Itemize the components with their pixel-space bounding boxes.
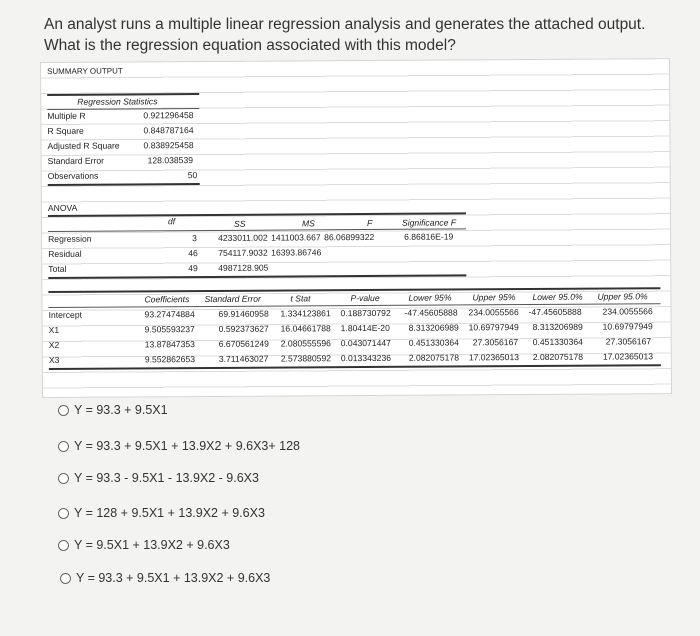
stat-label: R Square bbox=[47, 125, 84, 136]
anova-header: SS bbox=[233, 218, 246, 229]
anova-df: 46 bbox=[188, 248, 198, 259]
stat-value: 0.848787164 bbox=[143, 125, 194, 136]
anova-header: Significance F bbox=[401, 217, 457, 228]
anova-title: ANOVA bbox=[47, 202, 78, 213]
coef-value: 69.91460958 bbox=[218, 308, 269, 319]
coef-value: 16.04661788 bbox=[280, 323, 331, 334]
coef-value: 1.334123861 bbox=[280, 308, 331, 319]
coef-value: 0.592373627 bbox=[218, 323, 269, 334]
anova-ms: 1411003.667 bbox=[271, 232, 321, 243]
coef-value: 9.505593237 bbox=[144, 324, 195, 335]
coef-value: 6.670561249 bbox=[218, 338, 269, 349]
coef-value: 1.80414E-20 bbox=[340, 322, 390, 334]
radio-button-icon[interactable] bbox=[60, 573, 71, 584]
anova-row-label: Total bbox=[48, 263, 67, 274]
coef-value: 17.02365013 bbox=[468, 352, 520, 363]
coef-value: 2.082075178 bbox=[532, 351, 584, 362]
coef-value: 0.013343236 bbox=[340, 352, 392, 364]
anova-ss: 754117.9032 bbox=[218, 247, 268, 258]
stat-value: 0.838925458 bbox=[143, 140, 194, 151]
answer-option-label: Y = 93.3 - 9.5X1 - 13.9X2 - 9.6X3 bbox=[74, 471, 259, 485]
anova-df: 3 bbox=[192, 233, 197, 244]
anova-sig: 6.86816E-19 bbox=[404, 231, 454, 242]
answer-option-label: Y = 93.3 + 9.5X1 + 13.9X2 + 9.6X3 bbox=[76, 571, 271, 585]
anova-row-label: Residual bbox=[48, 248, 82, 259]
answer-option[interactable] bbox=[60, 571, 270, 585]
stat-label: Multiple R bbox=[47, 110, 86, 121]
coef-row-label: X2 bbox=[48, 339, 60, 350]
coef-value: 8.313206989 bbox=[408, 322, 459, 333]
anova-header: F bbox=[366, 217, 373, 229]
answer-option-label: Y = 128 + 9.5X1 + 13.9X2 + 9.6X3 bbox=[74, 506, 265, 520]
coef-header: t Stat bbox=[290, 293, 311, 304]
anova-ss: 4987128.905 bbox=[218, 262, 269, 273]
regression-output-sheet bbox=[40, 58, 672, 398]
anova-ss: 4233011.002 bbox=[218, 232, 268, 243]
coef-value: 93.27474884 bbox=[144, 309, 195, 320]
table-rule bbox=[48, 183, 200, 185]
stat-value: 50 bbox=[187, 170, 198, 181]
table-rule bbox=[48, 212, 466, 216]
coef-value: 2.082075178 bbox=[408, 352, 460, 363]
anova-f: 86.06899322 bbox=[324, 231, 375, 243]
coef-value: -47.45605888 bbox=[528, 306, 582, 318]
anova-ms: 16393.86746 bbox=[271, 247, 322, 258]
stat-value: 128.038539 bbox=[147, 155, 194, 166]
coef-row-label: X1 bbox=[48, 324, 60, 335]
coef-value: 0.451330364 bbox=[532, 336, 583, 347]
radio-button-icon[interactable] bbox=[58, 508, 69, 519]
answer-option-label: Y = 93.3 + 9.5X1 bbox=[74, 403, 168, 417]
radio-button-icon[interactable] bbox=[58, 441, 69, 452]
coef-header: Lower 95.0% bbox=[532, 291, 583, 302]
coef-value: 8.313206989 bbox=[532, 321, 583, 332]
radio-button-icon[interactable] bbox=[58, 473, 69, 484]
coef-value: 27.3056167 bbox=[472, 337, 519, 348]
anova-header: MS bbox=[301, 218, 315, 229]
coef-value: 2.080555596 bbox=[280, 338, 331, 349]
stat-label: Observations bbox=[47, 170, 99, 181]
radio-button-icon[interactable] bbox=[58, 540, 69, 551]
question-text: An analyst runs a multiple linear regression analysis and generates the attached output. What is the regression equation associated with this model? bbox=[44, 16, 646, 54]
anova-row-label: Regression bbox=[48, 233, 92, 244]
coef-value: 10.69797949 bbox=[468, 322, 519, 333]
coef-header: Upper 95% bbox=[472, 292, 516, 303]
coef-header: Coefficients bbox=[144, 294, 190, 305]
coef-value: 234.0055566 bbox=[602, 306, 653, 317]
stat-label: Standard Error bbox=[47, 155, 105, 166]
radio-button-icon[interactable] bbox=[58, 405, 69, 416]
coef-header: Lower 95% bbox=[408, 292, 452, 303]
table-rule bbox=[49, 364, 661, 369]
coef-value: 9.552862653 bbox=[144, 354, 196, 365]
coef-value: 0.043071447 bbox=[340, 337, 391, 349]
coef-header: Standard Error bbox=[204, 293, 261, 304]
coef-value: 234.0055566 bbox=[468, 307, 519, 318]
answer-option[interactable] bbox=[58, 403, 168, 417]
anova-header: df bbox=[167, 216, 176, 227]
stat-label: Adjusted R Square bbox=[47, 140, 120, 151]
coef-value: 0.451330364 bbox=[408, 337, 459, 348]
summary-title: SUMMARY OUTPUT bbox=[47, 66, 123, 76]
coef-header: P-value bbox=[350, 292, 380, 304]
anova-df: 49 bbox=[188, 263, 198, 274]
coef-row-label: X3 bbox=[48, 354, 60, 365]
answer-option-label: Y = 93.3 + 9.5X1 + 13.9X2 + 9.6X3+ 128 bbox=[74, 439, 301, 453]
coef-value: 27.3056167 bbox=[605, 336, 652, 347]
answer-option[interactable] bbox=[58, 471, 259, 485]
stat-value: 0.921296458 bbox=[143, 110, 194, 121]
coef-value: 17.02365013 bbox=[602, 351, 654, 362]
table-rule bbox=[47, 93, 199, 95]
coef-header: Upper 95.0% bbox=[597, 291, 648, 302]
answer-option[interactable] bbox=[58, 538, 230, 552]
coef-value: 3.711463027 bbox=[218, 353, 269, 364]
coef-value: -47.45605888 bbox=[404, 307, 458, 318]
coef-value: 13.87847353 bbox=[144, 339, 195, 350]
answer-option[interactable] bbox=[58, 506, 265, 520]
answer-option[interactable] bbox=[58, 439, 300, 453]
coef-value: 0.188730792 bbox=[340, 307, 391, 319]
answer-option-label: Y = 9.5X1 + 13.9X2 + 9.6X3 bbox=[74, 538, 230, 552]
regression-stats-heading: Regression Statistics bbox=[77, 96, 158, 107]
coef-row-label: Intercept bbox=[48, 309, 83, 320]
coef-value: 2.573880592 bbox=[280, 353, 332, 364]
coef-value: 10.69797949 bbox=[602, 321, 653, 332]
table-rule bbox=[48, 274, 466, 278]
